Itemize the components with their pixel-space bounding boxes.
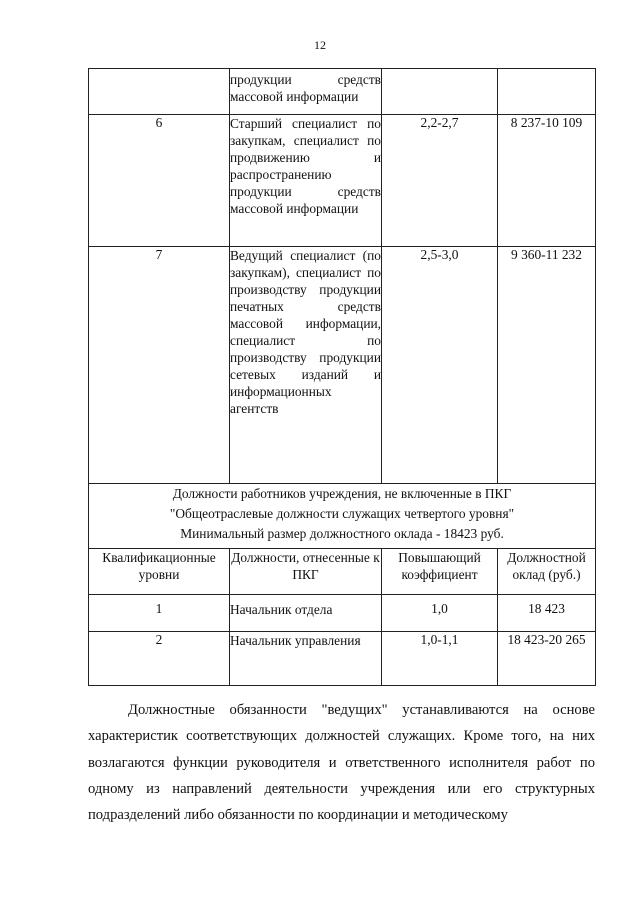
position-text: Начальник отдела [230,602,333,617]
coefficient-cell: 1,0 [382,595,498,632]
level-cell: 6 [89,115,230,247]
level-cell: 1 [89,595,230,632]
salary-cell [498,69,596,115]
table-row [89,632,596,686]
position-text: Старший специалист по закупкам, специалист по продвижению и распространению продукции средств массовой информации [230,116,381,216]
salary-cell: 18 423 [498,595,596,632]
salary-cell: 8 237-10 109 [498,115,596,247]
table-row [89,115,596,247]
table-row [89,247,596,484]
group-header-line: Минимальный размер должностного оклада - 18423 руб. [180,526,504,541]
level-cell: 7 [89,247,230,484]
position-text: продукции средств массовой информации [230,72,381,104]
level-cell [89,69,230,115]
column-header-coefficient: Повышающий коэффициент [382,549,498,595]
salary-cell: 18 423-20 265 [498,632,596,686]
salary-table [88,68,596,686]
coefficient-cell [382,69,498,115]
column-header-level: Квалификационные уровни [89,549,230,595]
group-header-row [89,484,596,549]
page-number: 12 [314,38,326,52]
position-text: Ведущий специалист (по закупкам), специалист по производству продукции печатных средств массовой информации, специалист по производству продукции сетевых изданий и информационных агентств [230,248,381,416]
position-cell [230,247,382,484]
body-paragraph: Должностные обязанности "ведущих" устанавливаются на основе характеристик соответствующих должностей служащих. Кроме того, на них возлагаются функции руководителя и ответственного исполнителя работ по одному из направлений деятельности учреждения или его структурных подразделений либо обязанности по координации и методическому [88,702,595,824]
position-cell [230,115,382,247]
salary-cell: 9 360-11 232 [498,247,596,484]
position-cell [230,69,382,115]
coefficient-cell: 2,5-3,0 [382,247,498,484]
position-cell [230,595,382,632]
column-header-position: Должности, отнесенные к ПКГ [230,549,382,595]
group-header-line: Должности работников учреждения, не включенные в ПКГ [172,486,512,501]
coefficient-cell: 2,2-2,7 [382,115,498,247]
position-text: Начальник управления [230,633,361,648]
column-header-salary: Должностной оклад (руб.) [498,549,596,595]
group-header [89,484,596,549]
table-row-continued [89,69,596,115]
table-row [89,595,596,632]
column-header-row [89,549,596,595]
group-header-line: "Общеотраслевые должности служащих четвертого уровня" [169,506,515,521]
level-cell: 2 [89,632,230,686]
coefficient-cell: 1,0-1,1 [382,632,498,686]
position-cell [230,632,382,686]
